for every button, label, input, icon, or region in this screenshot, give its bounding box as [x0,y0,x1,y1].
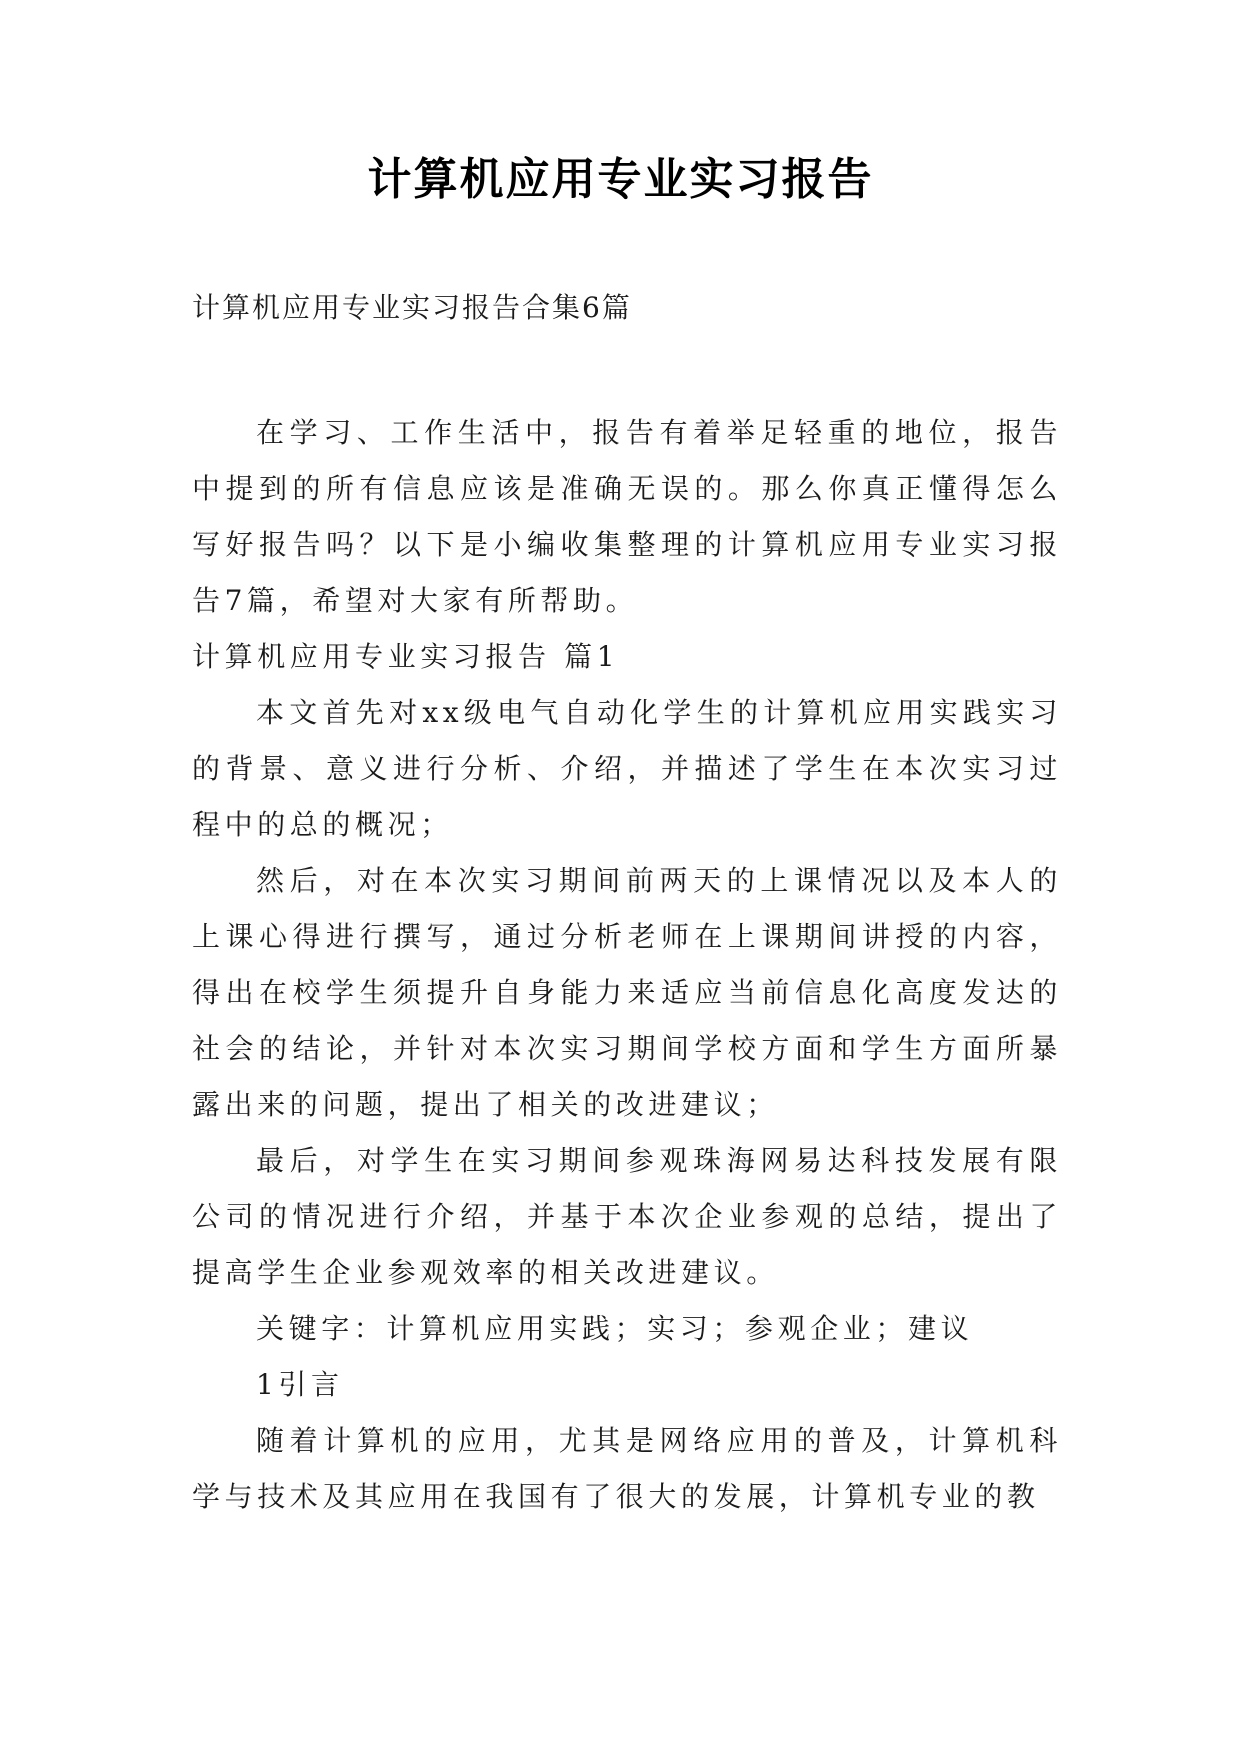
body-paragraph: 最后，对学生在实习期间参观珠海网易达科技发展有限公司的情况进行介绍，并基于本次企业参观的总结，提出了提高学生企业参观效率的相关改进建议。 [192,1144,1062,1289]
body-paragraph: 本文首先对xx级电气自动化学生的计算机应用实践实习的背景、意义进行分析、介绍，并描述了学生在本次实习过程中的总的概况； [192,696,1062,841]
subsection-heading: 1引言 [256,1368,344,1401]
body-paragraph: 随着计算机的应用，尤其是网络应用的普及，计算机科学与技术及其应用在我国有了很大的发展，计算机专业的教 [192,1424,1062,1513]
document-body [192,405,1062,1525]
document-subtitle: 计算机应用专业实习报告合集6篇 [192,291,632,324]
keywords-line: 关键字：计算机应用实践；实习；参观企业；建议 [256,1312,974,1345]
body-paragraph: 然后，对在本次实习期间前两天的上课情况以及本人的上课心得进行撰写，通过分析老师在上课期间讲授的内容，得出在校学生须提升自身能力来适应当前信息化高度发达的社会的结论，并针对本次实习期间学校方面和学生方面所暴露出来的问题，提出了相关的改进建议； [192,864,1062,1121]
section-heading: 计算机应用专业实习报告 篇1 [192,640,620,673]
document-title: 计算机应用专业实习报告 [367,154,874,205]
intro-paragraph: 在学习、工作生活中，报告有着举足轻重的地位，报告中提到的所有信息应该是准确无误的。那么你真正懂得怎么写好报告吗？以下是小编收集整理的计算机应用专业实习报告7篇，希望对大家有所帮助。 [192,416,1062,617]
